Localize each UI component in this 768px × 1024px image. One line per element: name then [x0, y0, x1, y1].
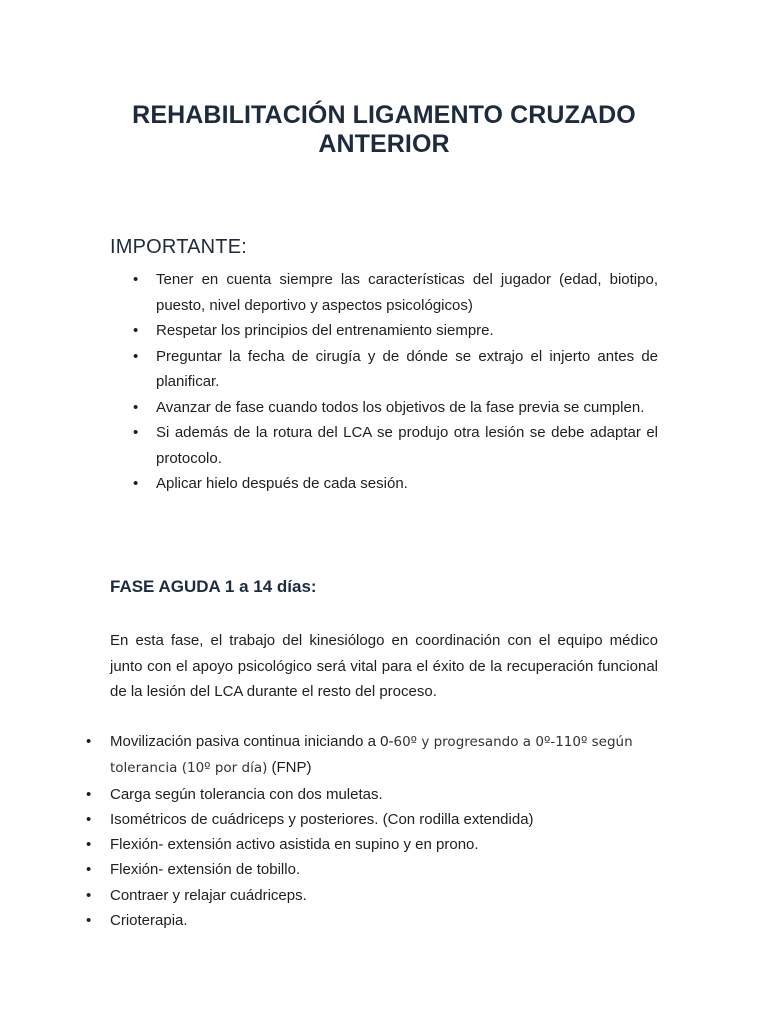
phase-item: • Isométricos de cuádriceps y posteriores. (Con rodilla extendida)	[110, 807, 670, 832]
important-heading: IMPORTANTE:	[110, 236, 248, 258]
important-item: • Tener en cuenta siempre las características del jugador (edad, biotipo, puesto, nivel deportivo y aspectos psicológicos)	[156, 267, 658, 318]
phase-item: • Carga según tolerancia con dos muletas.	[110, 782, 670, 807]
important-list	[156, 267, 658, 497]
document-title	[100, 101, 668, 159]
phase-item-lead: Movilización pasiva continua iniciando a 0-	[110, 733, 394, 750]
title-line-1: REHABILITACIÓN LIGAMENTO CRUZADO	[132, 101, 636, 129]
phase-exercise-list	[110, 729, 670, 933]
phase-item: • Flexión- extensión activo asistida en supino y en prono.	[110, 832, 670, 857]
phase-heading: FASE AGUDA 1 a 14 días:	[110, 577, 317, 596]
phase-item: • Crioterapia.	[110, 908, 670, 933]
important-item: • Respetar los principios del entrenamiento siempre.	[156, 318, 658, 344]
important-item: • Aplicar hielo después de cada sesión.	[156, 471, 658, 497]
title-line-2: ANTERIOR	[318, 130, 450, 158]
phase-item: • Contraer y relajar cuádriceps.	[110, 883, 670, 908]
phase-intro-paragraph: En esta fase, el trabajo del kinesiólogo en coordinación con el equipo médico junto con el apoyo psicológico será vital para el éxito de la recuperación funcional de la lesión del LCA durante el resto del proceso.	[110, 632, 658, 700]
phase-item	[110, 729, 670, 782]
important-item: • Avanzar de fase cuando todos los objetivos de la fase previa se cumplen.	[156, 395, 658, 421]
important-item: • Si además de la rotura del LCA se produjo otra lesión se debe adaptar el protocolo.	[156, 420, 658, 471]
important-item: • Preguntar la fecha de cirugía y de dónde se extrajo el injerto antes de planificar.	[156, 344, 658, 395]
phase-item-tail: (FNP)	[267, 759, 312, 777]
phase-item: • Flexión- extensión de tobillo.	[110, 857, 670, 882]
phase-item-range: 60º y progresando a 0º-110º según tolerancia (10º por día)	[110, 734, 633, 777]
